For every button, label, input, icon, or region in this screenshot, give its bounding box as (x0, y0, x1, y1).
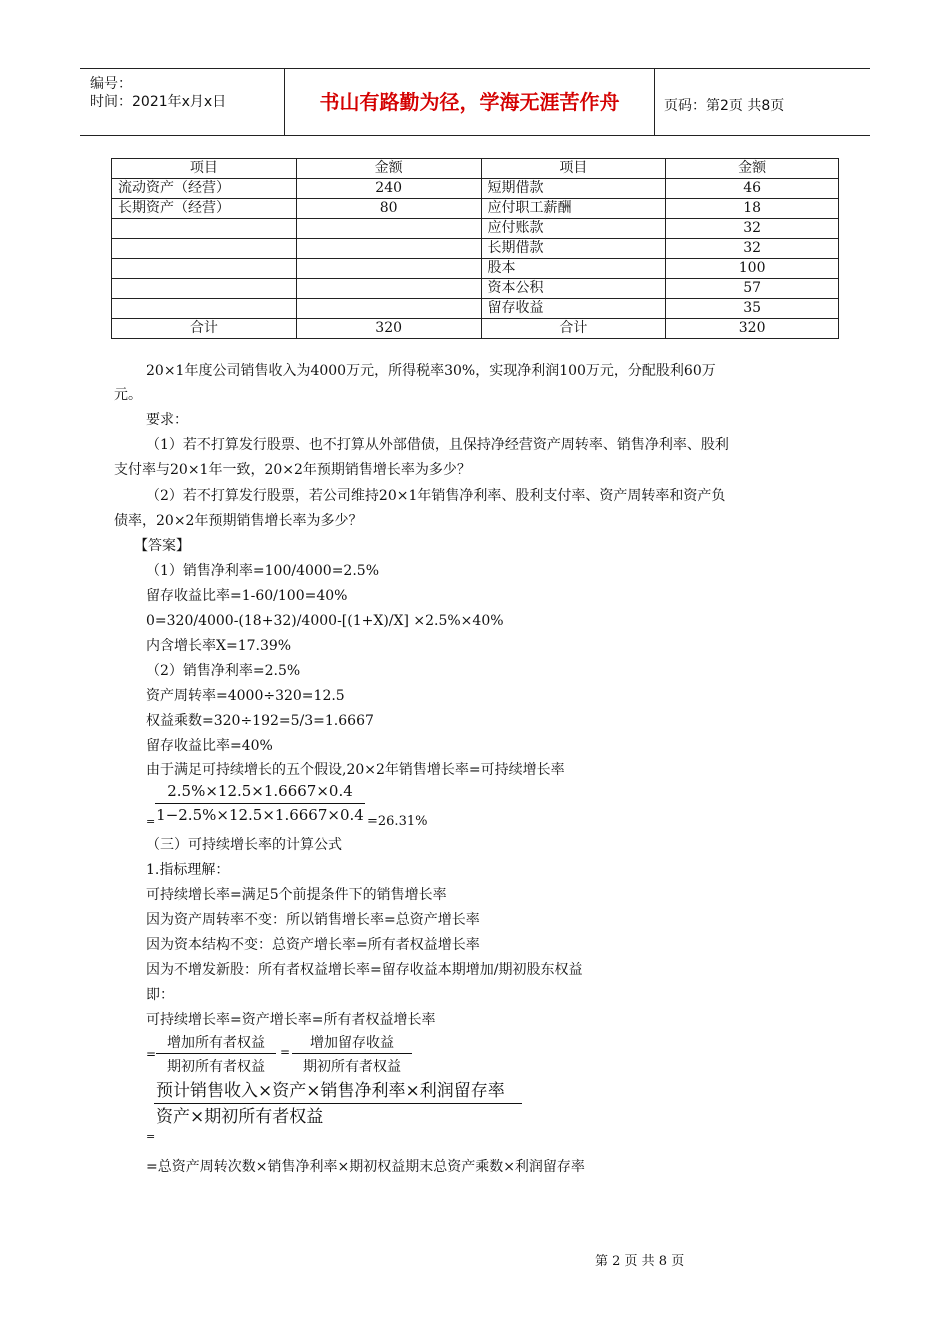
formula-result: =26.31% (367, 814, 428, 829)
table-cell: 320 (666, 319, 839, 339)
table-row (112, 299, 839, 319)
table-cell (296, 219, 481, 239)
section-line: 可持续增长率=满足5个前提条件下的销售增长率 (146, 887, 447, 903)
table-cell: 18 (666, 199, 839, 219)
header-motto: 书山有路勤为径，学海无涯苦作舟 (285, 69, 655, 135)
table-cell: 320 (296, 319, 481, 339)
page-footer: 第 2 页 共 8 页 (595, 1254, 685, 1269)
fraction-bar (154, 1103, 522, 1104)
section-line: 可持续增长率=资产增长率=所有者权益增长率 (146, 1012, 436, 1028)
answer-line: 留存收益比率=1-60/100=40% (146, 588, 348, 604)
column-header: 金额 (666, 159, 839, 179)
table-cell (296, 239, 481, 259)
table-cell (296, 299, 481, 319)
section-line: 即： (146, 987, 174, 1003)
table-total-row (112, 319, 839, 339)
table-cell: 留存收益 (481, 299, 666, 319)
table-cell: 短期借款 (481, 179, 666, 199)
table-cell: 合计 (112, 319, 297, 339)
equals-sign: = (146, 1047, 157, 1061)
answer-line: 0=320/4000-(18+32)/4000-[(1+X)/X] ×2.5%×40% (146, 613, 504, 629)
paragraph-line: 要求： (146, 412, 188, 428)
table-cell: 资本公积 (481, 279, 666, 299)
answer-heading: 【答案】 (134, 538, 190, 554)
answer-line: 由于满足可持续增长的五个假设,20×2年销售增长率=可持续增长率 (146, 762, 565, 778)
formula-denominator: 期初所有者权益 (167, 1059, 265, 1075)
column-header: 项目 (481, 159, 666, 179)
section-line: 因为资本结构不变：总资产增长率=所有者权益增长率 (146, 937, 480, 953)
table-cell: 46 (666, 179, 839, 199)
column-header: 金额 (296, 159, 481, 179)
table-cell: 57 (666, 279, 839, 299)
table-cell: 流动资产（经营） (112, 179, 297, 199)
paragraph-line: 元。 (114, 387, 142, 403)
header-meta (80, 69, 285, 135)
formula-denominator: 1−2.5%×12.5×1.6667×0.4 (156, 806, 364, 824)
document-number-label: 编号： (90, 76, 132, 92)
formula-numerator: 增加留存收益 (310, 1035, 394, 1051)
table-row (112, 199, 839, 219)
header-page-label: 页码：第2页 共8页 (664, 98, 785, 114)
fraction-bar (156, 1053, 276, 1054)
table-cell: 长期借款 (481, 239, 666, 259)
paragraph-line: （2）若不打算发行股票，若公司维持20×1年销售净利率、股利支付率、资产周转率和资产负 (146, 488, 726, 504)
table-cell (112, 299, 297, 319)
section-line: 因为资产周转率不变：所以销售增长率=总资产增长率 (146, 912, 480, 928)
table-header-row (112, 159, 839, 179)
formula-line: =总资产周转次数×销售净利率×期初权益期末总资产乘数×利润留存率 (146, 1159, 585, 1175)
table-cell: 应付职工薪酬 (481, 199, 666, 219)
paragraph-line: 债率，20×2年预期销售增长率为多少？ (114, 513, 363, 529)
answer-line: 留存收益比率=40% (146, 738, 273, 754)
formula-numerator: 预计销售收入×资产×销售净利率×利润留存率 (156, 1081, 505, 1101)
table-cell (112, 259, 297, 279)
table-cell: 32 (666, 219, 839, 239)
table-cell: 80 (296, 199, 481, 219)
paragraph-line: 20×1年度公司销售收入为4000万元，所得税率30%，实现净利润100万元，分配股利60万 (146, 363, 716, 379)
column-header: 项目 (112, 159, 297, 179)
section-heading: （三）可持续增长率的计算公式 (146, 837, 342, 853)
table-row (112, 239, 839, 259)
table-cell (296, 259, 481, 279)
table-row (112, 219, 839, 239)
fraction-bar (155, 803, 365, 804)
formula-numerator: 2.5%×12.5×1.6667×0.4 (167, 782, 353, 800)
fraction-bar (292, 1053, 412, 1054)
paragraph-line: （1）若不打算发行股票、也不打算从外部借债，且保持净经营资产周转率、销售净利率、股利 (146, 437, 729, 453)
table-cell: 合计 (481, 319, 666, 339)
answer-line: （2）销售净利率=2.5% (146, 663, 301, 679)
table-cell: 股本 (481, 259, 666, 279)
table-row (112, 279, 839, 299)
table-cell: 100 (666, 259, 839, 279)
answer-line: （1）销售净利率=100/4000=2.5% (146, 563, 380, 579)
answer-line: 权益乘数=320÷192=5/3=1.6667 (146, 713, 374, 729)
table-cell: 35 (666, 299, 839, 319)
formula-denominator: 资产×期初所有者权益 (156, 1107, 324, 1127)
equals-sign: = (146, 1130, 156, 1143)
table-row (112, 179, 839, 199)
table-cell (112, 239, 297, 259)
answer-line: 内含增长率X=17.39% (146, 638, 292, 654)
answer-line: 资产周转率=4000÷320=12.5 (146, 688, 345, 704)
table-cell (112, 219, 297, 239)
table-row (112, 259, 839, 279)
equals-sign: = (280, 1045, 291, 1059)
section-line: 因为不增发新股：所有者权益增长率=留存收益本期增加/期初股东权益 (146, 962, 583, 978)
table-cell: 应付账款 (481, 219, 666, 239)
document-date-label: 时间：2021年x月x日 (90, 94, 227, 110)
page-header (80, 68, 870, 136)
formula-numerator: 增加所有者权益 (167, 1035, 265, 1051)
table-cell: 240 (296, 179, 481, 199)
balance-sheet-table (111, 158, 839, 339)
table-cell (112, 279, 297, 299)
formula-denominator: 期初所有者权益 (303, 1059, 401, 1075)
equals-sign: = (146, 815, 156, 828)
table-cell: 长期资产（经营） (112, 199, 297, 219)
table-cell: 32 (666, 239, 839, 259)
table-cell (296, 279, 481, 299)
section-line: 1.指标理解： (146, 862, 230, 878)
paragraph-line: 支付率与20×1年一致，20×2年预期销售增长率为多少？ (114, 462, 471, 478)
